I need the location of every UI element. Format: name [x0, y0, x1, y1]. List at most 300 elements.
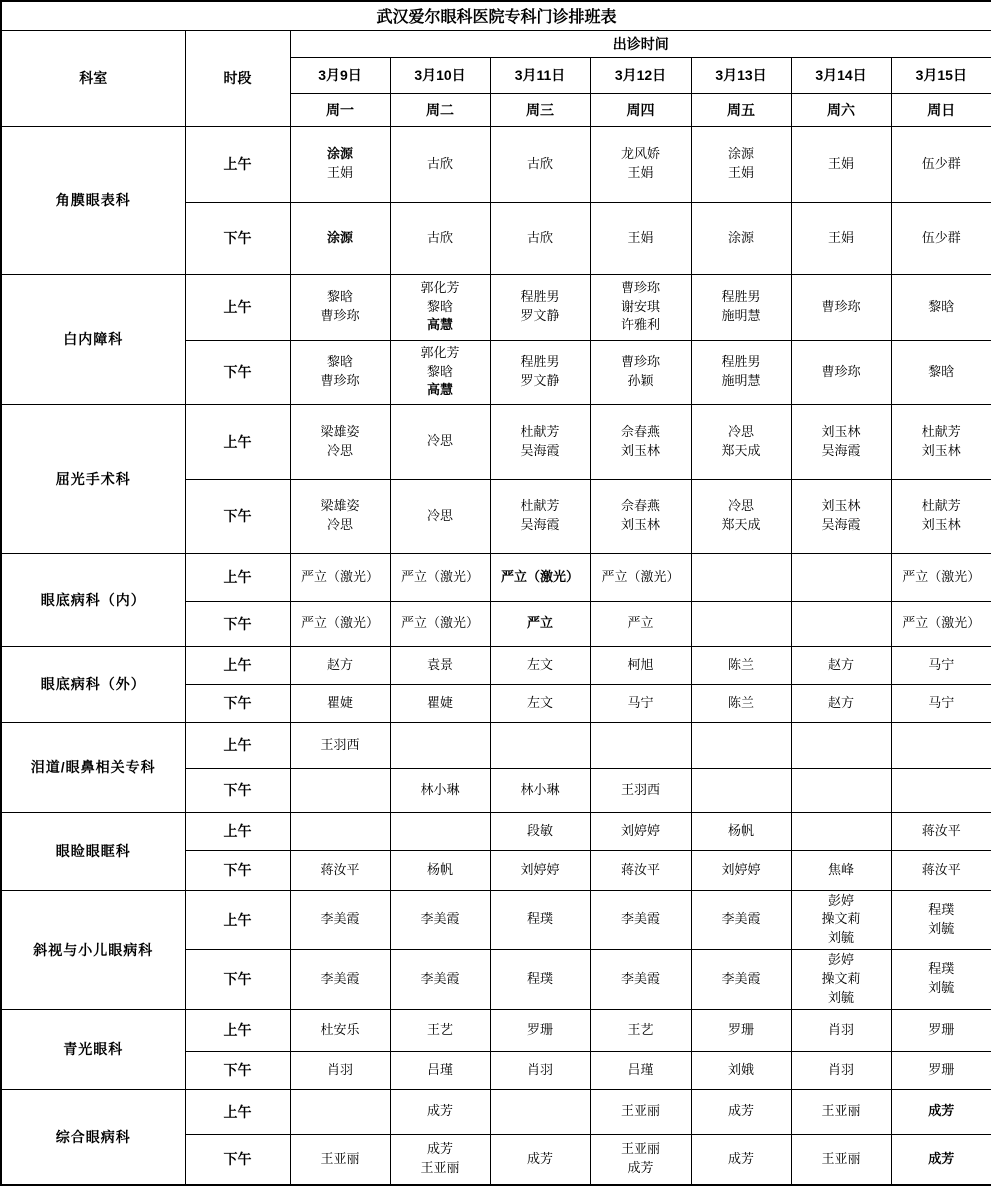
doctor-name: 刘婷婷: [721, 861, 761, 877]
doctor-name: 严立（激光）: [300, 568, 379, 584]
doctor-name: 吴海霞: [821, 517, 861, 532]
doctor-name: 刘毓: [827, 930, 854, 946]
weekday-header: 周三: [490, 93, 590, 126]
page-title: 武汉爱尔眼科医院专科门诊排班表: [1, 1, 991, 30]
doctor-name: 曹珍珎: [320, 308, 360, 323]
doctor-name: 吕瑾: [627, 1061, 654, 1077]
doctor-name: 操文莉: [821, 970, 861, 986]
doctor-name: 程璞: [526, 970, 553, 986]
date-header: 3月11日: [490, 57, 590, 93]
schedule-cell: [390, 126, 490, 202]
schedule-cell: [691, 202, 791, 274]
schedule-cell: [891, 950, 991, 1010]
schedule-cell: [290, 812, 390, 850]
doctor-name: 曹珍珎: [821, 363, 861, 379]
department-name: 斜视与小儿眼病科: [1, 890, 185, 1009]
doctor-name: 程璞: [928, 901, 955, 917]
schedule-cell: [791, 274, 891, 340]
schedule-cell: [490, 1009, 590, 1051]
schedule-cell: [691, 768, 791, 812]
doctor-name: 李美霞: [320, 911, 360, 927]
schedule-cell: [691, 684, 791, 722]
doctor-name: 王亚丽: [620, 1141, 660, 1157]
doctor-name: 罗珊: [928, 1061, 955, 1077]
schedule-cell: [490, 722, 590, 768]
doctor-name: 操文莉: [821, 911, 861, 927]
schedule-cell: [290, 1134, 390, 1185]
schedule-cell: [691, 1089, 791, 1134]
doctor-name: 段敏: [526, 822, 553, 838]
column-header-period: 时段: [185, 30, 290, 126]
doctor-name: 李美霞: [420, 911, 460, 927]
table-row: [1, 274, 991, 340]
header-row-visit-time: [1, 30, 991, 57]
date-header: 3月13日: [691, 57, 791, 93]
doctor-name: 古欣: [426, 229, 453, 245]
doctor-name: 蒋汝平: [320, 861, 360, 877]
schedule-cell: [691, 646, 791, 684]
doctor-name: 郑天成: [721, 517, 761, 532]
doctor-name: 王娟: [827, 229, 854, 245]
schedule-cell: [490, 553, 590, 601]
table-row: [1, 1089, 991, 1134]
schedule-cell: [891, 722, 991, 768]
schedule-cell: [390, 1134, 490, 1185]
table-row: [1, 404, 991, 479]
doctor-name: 陈兰: [727, 694, 754, 710]
department-name: 角膜眼表科: [1, 126, 185, 274]
doctor-name: 杜献芳: [921, 498, 961, 514]
schedule-cell: [891, 812, 991, 850]
schedule-cell: [490, 646, 590, 684]
period-label: 上午: [185, 274, 290, 340]
date-header: 3月10日: [390, 57, 490, 93]
schedule-cell: [590, 890, 691, 950]
doctor-name: 成芳: [526, 1150, 553, 1166]
doctor-name: 罗文静: [520, 308, 560, 323]
schedule-cell: [590, 850, 691, 890]
schedule-cell: [390, 1089, 490, 1134]
schedule-cell: [390, 684, 490, 722]
doctor-name: 马宁: [928, 694, 955, 710]
schedule-cell: [490, 1051, 590, 1089]
department-name: 眼底病科（内）: [1, 553, 185, 646]
doctor-name: 黎晗: [426, 298, 453, 314]
doctor-name: 左文: [526, 656, 553, 672]
schedule-cell: [590, 722, 691, 768]
doctor-name: 严立（激光）: [300, 615, 379, 631]
schedule-cell: [891, 479, 991, 553]
schedule-cell: [791, 553, 891, 601]
period-label: 下午: [185, 202, 290, 274]
doctor-name: 郭化芳: [420, 279, 460, 295]
schedule-cell: [290, 684, 390, 722]
schedule-cell: [691, 126, 791, 202]
schedule-cell: [590, 202, 691, 274]
schedule-cell: [590, 950, 691, 1010]
doctor-name: 冷思: [326, 442, 353, 458]
doctor-name: 曹珍珎: [821, 298, 861, 314]
doctor-name: 高慧: [426, 317, 453, 333]
doctor-name: 曹珍珎: [320, 373, 360, 388]
doctor-name: 李美霞: [721, 970, 761, 986]
schedule-body: [1, 126, 991, 1185]
doctor-name: 曹珍珎: [620, 354, 660, 370]
doctor-name: 马宁: [928, 656, 955, 672]
schedule-cell: [791, 646, 891, 684]
doctor-name: 刘玉林: [821, 498, 861, 514]
schedule-cell: [791, 601, 891, 646]
schedule-cell: [791, 812, 891, 850]
schedule-cell: [290, 890, 390, 950]
doctor-name: 古欣: [426, 155, 453, 171]
schedule-cell: [490, 404, 590, 479]
doctor-name: 成芳: [627, 1160, 654, 1176]
schedule-cell: [791, 722, 891, 768]
schedule-cell: [490, 768, 590, 812]
period-label: 下午: [185, 601, 290, 646]
doctor-name: 杜献芳: [921, 423, 961, 439]
department-name: 青光眼科: [1, 1009, 185, 1089]
schedule-cell: [791, 1089, 891, 1134]
doctor-name: 瞿婕: [426, 694, 453, 710]
weekday-header: 周一: [290, 93, 390, 126]
schedule-cell: [791, 1134, 891, 1185]
doctor-name: 李美霞: [420, 970, 460, 986]
schedule-cell: [791, 1009, 891, 1051]
doctor-name: 程璞: [526, 911, 553, 927]
doctor-name: 冷思: [727, 498, 754, 514]
weekday-header: 周四: [590, 93, 691, 126]
schedule-cell: [891, 1009, 991, 1051]
schedule-cell: [891, 340, 991, 404]
schedule-cell: [390, 553, 490, 601]
doctor-name: 刘玉林: [620, 442, 660, 458]
doctor-name: 肖羽: [827, 1061, 854, 1077]
doctor-name: 赵方: [827, 694, 854, 710]
doctor-name: 成芳: [928, 1150, 955, 1166]
schedule-cell: [590, 1051, 691, 1089]
doctor-name: 涂源: [326, 229, 353, 245]
doctor-name: 刘毓: [827, 989, 854, 1005]
doctor-name: 王亚丽: [420, 1160, 460, 1176]
doctor-name: 黎晗: [426, 363, 453, 379]
schedule-cell: [590, 404, 691, 479]
table-row: [1, 722, 991, 768]
doctor-name: 王亚丽: [320, 1150, 360, 1166]
doctor-name: 涂源: [326, 146, 353, 162]
doctor-name: 成芳: [426, 1141, 453, 1157]
doctor-name: 王娟: [827, 155, 854, 171]
doctor-name: 郭化芳: [420, 344, 460, 360]
doctor-name: 孙颖: [627, 373, 654, 388]
department-name: 眼睑眼眶科: [1, 812, 185, 890]
doctor-name: 成芳: [928, 1103, 955, 1119]
doctor-name: 蒋汝平: [620, 861, 660, 877]
doctor-name: 杜安乐: [320, 1021, 360, 1037]
doctor-name: 林小琳: [420, 781, 460, 797]
table-row: [1, 126, 991, 202]
schedule-cell: [590, 1134, 691, 1185]
doctor-name: 涂源: [727, 229, 754, 245]
doctor-name: 刘玉林: [821, 423, 861, 439]
doctor-name: 王亚丽: [620, 1103, 660, 1119]
doctor-name: 施明慧: [721, 308, 761, 323]
schedule-cell: [891, 1051, 991, 1089]
schedule-cell: [290, 202, 390, 274]
schedule-cell: [590, 768, 691, 812]
column-header-department: 科室: [1, 30, 185, 126]
table-row: [1, 812, 991, 850]
schedule-cell: [891, 601, 991, 646]
doctor-name: 刘玉林: [921, 517, 961, 532]
date-header: 3月14日: [791, 57, 891, 93]
period-label: 上午: [185, 890, 290, 950]
doctor-name: 涂源: [727, 146, 754, 162]
period-label: 上午: [185, 1009, 290, 1051]
department-name: 综合眼病科: [1, 1089, 185, 1185]
doctor-name: 杨帆: [727, 822, 754, 838]
weekday-header: 周日: [891, 93, 991, 126]
doctor-name: 王娟: [627, 165, 654, 180]
schedule-cell: [891, 1089, 991, 1134]
doctor-name: 吴海霞: [821, 442, 861, 458]
schedule-cell: [290, 1051, 390, 1089]
schedule-cell: [691, 722, 791, 768]
doctor-name: 程璞: [928, 961, 955, 977]
schedule-cell: [390, 274, 490, 340]
period-label: 上午: [185, 126, 290, 202]
doctor-name: 程胜男: [721, 354, 761, 370]
schedule-cell: [691, 812, 791, 850]
schedule-cell: [390, 1009, 490, 1051]
doctor-name: 程胜男: [520, 289, 560, 305]
weekday-header: 周二: [390, 93, 490, 126]
doctor-name: 吴海霞: [520, 517, 560, 532]
period-label: 下午: [185, 479, 290, 553]
schedule-cell: [791, 126, 891, 202]
schedule-cell: [891, 850, 991, 890]
schedule-cell: [590, 340, 691, 404]
doctor-name: 严立（激光）: [500, 568, 579, 584]
schedule-cell: [691, 1134, 791, 1185]
schedule-cell: [590, 1089, 691, 1134]
doctor-name: 成芳: [727, 1150, 754, 1166]
doctor-name: 梁雄姿: [320, 423, 360, 439]
schedule-cell: [891, 553, 991, 601]
doctor-name: 佘春燕: [620, 423, 660, 439]
schedule-cell: [290, 340, 390, 404]
schedule-cell: [791, 1051, 891, 1089]
schedule-cell: [390, 722, 490, 768]
schedule-cell: [390, 601, 490, 646]
doctor-name: 严立（激光）: [400, 615, 479, 631]
doctor-name: 刘玉林: [921, 442, 961, 458]
schedule-cell: [691, 340, 791, 404]
schedule-cell: [390, 646, 490, 684]
doctor-name: 王亚丽: [821, 1103, 861, 1119]
doctor-name: 王娟: [727, 165, 754, 180]
schedule-cell: [791, 850, 891, 890]
schedule-cell: [691, 950, 791, 1010]
period-label: 上午: [185, 1089, 290, 1134]
doctor-name: 黎晗: [326, 354, 353, 370]
weekday-header: 周五: [691, 93, 791, 126]
schedule-cell: [791, 768, 891, 812]
schedule-cell: [290, 950, 390, 1010]
doctor-name: 曹珍珎: [620, 279, 660, 295]
doctor-name: 罗珊: [526, 1021, 553, 1037]
department-name: 白内障科: [1, 274, 185, 404]
doctor-name: 王亚丽: [821, 1150, 861, 1166]
schedule-cell: [590, 646, 691, 684]
doctor-name: 程胜男: [721, 289, 761, 305]
doctor-name: 古欣: [526, 155, 553, 171]
doctor-name: 龙风娇: [620, 146, 660, 162]
schedule-cell: [891, 646, 991, 684]
schedule-cell: [691, 1009, 791, 1051]
schedule-cell: [590, 812, 691, 850]
doctor-name: 王娟: [627, 229, 654, 245]
doctor-name: 冷思: [426, 433, 453, 449]
schedule-cell: [791, 202, 891, 274]
column-header-visit-time: 出诊时间: [290, 30, 991, 57]
schedule-cell: [891, 890, 991, 950]
doctor-name: 王娟: [326, 165, 353, 180]
schedule-cell: [691, 1051, 791, 1089]
period-label: 下午: [185, 340, 290, 404]
schedule-cell: [490, 1134, 590, 1185]
doctor-name: 赵方: [827, 656, 854, 672]
schedule-cell: [590, 1009, 691, 1051]
schedule-cell: [490, 850, 590, 890]
doctor-name: 严立: [627, 615, 654, 631]
schedule-cell: [891, 202, 991, 274]
doctor-name: 蒋汝平: [921, 861, 961, 877]
doctor-name: 伍少群: [921, 229, 961, 245]
doctor-name: 彭婷: [827, 952, 854, 968]
schedule-cell: [891, 274, 991, 340]
doctor-name: 吴海霞: [520, 442, 560, 458]
doctor-name: 施明慧: [721, 373, 761, 388]
doctor-name: 罗文静: [520, 373, 560, 388]
doctor-name: 刘玉林: [620, 517, 660, 532]
doctor-name: 严立: [526, 615, 553, 631]
schedule-cell: [390, 404, 490, 479]
schedule-cell: [290, 553, 390, 601]
doctor-name: 刘毓: [928, 920, 955, 936]
period-label: 上午: [185, 404, 290, 479]
department-name: 泪道/眼鼻相关专科: [1, 722, 185, 812]
schedule-cell: [791, 404, 891, 479]
schedule-cell: [490, 479, 590, 553]
table-row: [1, 1009, 991, 1051]
schedule-cell: [590, 684, 691, 722]
doctor-name: 冷思: [326, 517, 353, 532]
schedule-cell: [791, 684, 891, 722]
doctor-name: 肖羽: [326, 1061, 353, 1077]
schedule-cell: [791, 479, 891, 553]
period-label: 下午: [185, 1134, 290, 1185]
period-label: 下午: [185, 684, 290, 722]
doctor-name: 佘春燕: [620, 498, 660, 514]
schedule-cell: [490, 812, 590, 850]
doctor-name: 刘婷婷: [520, 861, 560, 877]
schedule-cell: [490, 950, 590, 1010]
doctor-name: 刘毓: [928, 980, 955, 996]
doctor-name: 陈兰: [727, 656, 754, 672]
schedule-cell: [891, 126, 991, 202]
schedule-cell: [290, 601, 390, 646]
doctor-name: 王艺: [627, 1021, 654, 1037]
schedule-cell: [390, 850, 490, 890]
doctor-name: 黎晗: [326, 289, 353, 305]
schedule-cell: [390, 479, 490, 553]
schedule-cell: [390, 1051, 490, 1089]
doctor-name: 古欣: [526, 229, 553, 245]
doctor-name: 冷思: [727, 423, 754, 439]
schedule-cell: [691, 850, 791, 890]
schedule-cell: [590, 553, 691, 601]
department-name: 屈光手术科: [1, 404, 185, 553]
schedule-cell: [791, 950, 891, 1010]
doctor-name: 焦峰: [827, 861, 854, 877]
schedule-cell: [590, 274, 691, 340]
schedule-cell: [791, 340, 891, 404]
period-label: 下午: [185, 1051, 290, 1089]
schedule-cell: [490, 126, 590, 202]
schedule-cell: [490, 890, 590, 950]
table-row: [1, 553, 991, 601]
schedule-cell: [290, 1009, 390, 1051]
doctor-name: 柯旭: [627, 656, 654, 672]
doctor-name: 严立（激光）: [601, 568, 680, 584]
schedule-cell: [490, 684, 590, 722]
department-name: 眼底病科（外）: [1, 646, 185, 722]
schedule-cell: [691, 274, 791, 340]
schedule-cell: [290, 274, 390, 340]
doctor-name: 王羽西: [620, 781, 660, 797]
schedule-cell: [290, 722, 390, 768]
doctor-name: 瞿婕: [326, 694, 353, 710]
schedule-cell: [390, 950, 490, 1010]
doctor-name: 林小琳: [520, 781, 560, 797]
doctor-name: 高慧: [426, 382, 453, 398]
table-row: [1, 890, 991, 950]
schedule-cell: [891, 684, 991, 722]
schedule-cell: [490, 601, 590, 646]
doctor-name: 彭婷: [827, 892, 854, 908]
doctor-name: 杜献芳: [520, 423, 560, 439]
doctor-name: 吕瑾: [426, 1061, 453, 1077]
date-header: 3月15日: [891, 57, 991, 93]
schedule-cell: [891, 404, 991, 479]
doctor-name: 梁雄姿: [320, 498, 360, 514]
doctor-name: 严立（激光）: [902, 615, 981, 631]
doctor-name: 李美霞: [620, 970, 660, 986]
doctor-name: 成芳: [727, 1103, 754, 1119]
doctor-name: 伍少群: [921, 155, 961, 171]
doctor-name: 肖羽: [827, 1021, 854, 1037]
schedule-cell: [390, 812, 490, 850]
schedule-cell: [590, 479, 691, 553]
doctor-name: 刘娥: [727, 1061, 754, 1077]
doctor-name: 杨帆: [426, 861, 453, 877]
doctor-name: 肖羽: [526, 1061, 553, 1077]
schedule-cell: [891, 768, 991, 812]
schedule-cell: [290, 646, 390, 684]
schedule-cell: [691, 404, 791, 479]
